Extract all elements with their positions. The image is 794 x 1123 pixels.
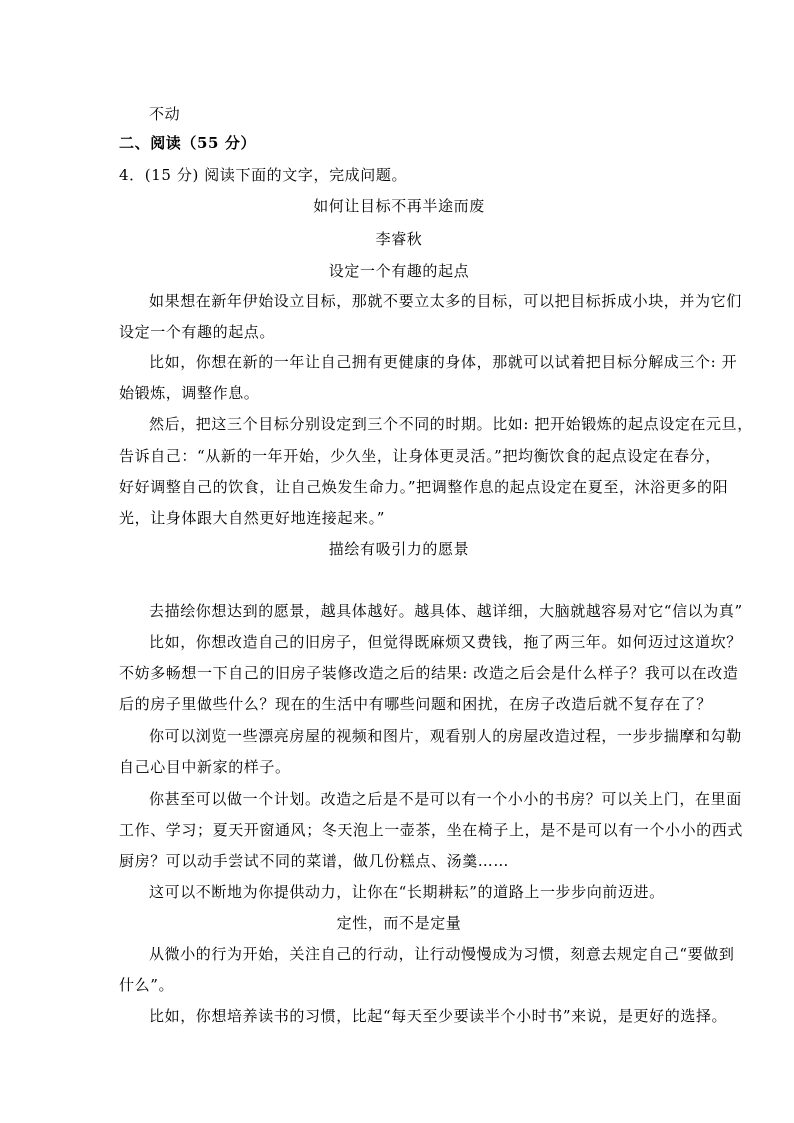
paragraph-line: 告诉自己：“从新的一年开始，少久坐，让身体更灵活。”把均衡饮食的起点设定在春分，	[119, 447, 721, 465]
paragraph-line: 比如，你想改造自己的旧房子，但觉得既麻烦又费钱，拖了两三年。如何迈过这道坎？	[149, 633, 742, 651]
paragraph-line: 这可以不断地为你提供动力，让你在“长期耕耘”的道路上一步步向前迈进。	[149, 883, 665, 901]
paragraph-line: 光，让身体跟大自然更好地连接起来。”	[119, 509, 385, 527]
subheading: 设定一个有趣的起点	[328, 262, 470, 280]
section-heading: 二、阅读（55 分）	[119, 134, 257, 152]
paragraph-line: 从微小的行为开始，关注自己的行动，让行动慢慢成为习惯，刻意去规定自己“要做到	[149, 945, 735, 963]
subheading: 定性，而不是定量	[336, 914, 462, 932]
paragraph-line: 你甚至可以做一个计划。改造之后是不是可以有一个小小的书房？可以关上门，在里面	[149, 790, 742, 808]
paragraph-line: 工作、学习；夏天开窗通风；冬天泡上一壶茶，坐在椅子上，是不是可以有一个小小的西式	[119, 821, 744, 839]
paragraph-line: 比如，你想在新的一年让自己拥有更健康的身体，那就可以试着把目标分解成三个: 开	[149, 353, 738, 371]
paragraph-line: 不妨多畅想一下自己的旧房子装修改造之后的结果: 改造之后会是什么样子？我可以在改造	[119, 664, 739, 682]
paragraph-line: 什么”。	[119, 976, 175, 994]
subheading: 描绘有吸引力的愿景	[328, 540, 470, 558]
paragraph-line: 好好调整自己的饮食，让自己焕发生命力。”把调整作息的起点设定在夏至，沐浴更多的阳	[119, 478, 729, 496]
article-title: 如何让目标不再半途而废	[313, 197, 485, 215]
paragraph-line: 设定一个有趣的起点。	[119, 323, 276, 341]
article-author: 李睿秋	[375, 230, 423, 248]
paragraph-line: 后的房子里做些什么？现在的生活中有哪些问题和困扰，在房子改造后就不复存在了？	[119, 695, 712, 713]
paragraph-line: 然后，把这三个目标分别设定到三个不同的时期。比如: 把开始锻炼的起点设定在元旦，	[149, 415, 753, 433]
paragraph-line: 厨房？可以动手尝试不同的菜谱，做几份糕点、汤羹……	[119, 852, 510, 870]
question-prompt: 4．(15 分) 阅读下面的文字，完成问题。	[119, 166, 408, 184]
paragraph-line: 如果想在新年伊始设立目标，那就不要立太多的目标，可以把目标拆成小块，并为它们	[149, 292, 742, 310]
paragraph-line: 始锻炼，调整作息。	[119, 384, 260, 402]
paragraph-line: 你可以浏览一些漂亮房屋的视频和图片，观看别人的房屋改造过程，一步步揣摩和勾勒	[149, 727, 742, 745]
paragraph-line: 去描绘你想达到的愿景，越具体越好。越具体、越详细，大脑就越容易对它“信以为真”	[149, 602, 743, 620]
paragraph-line: 比如，你想培养读书的习惯，比起“每天至少要读半个小时书”来说，是更好的选择。	[149, 1007, 728, 1025]
paragraph-line: 自己心目中新家的样子。	[119, 758, 291, 776]
text-line: 不动	[149, 105, 181, 123]
